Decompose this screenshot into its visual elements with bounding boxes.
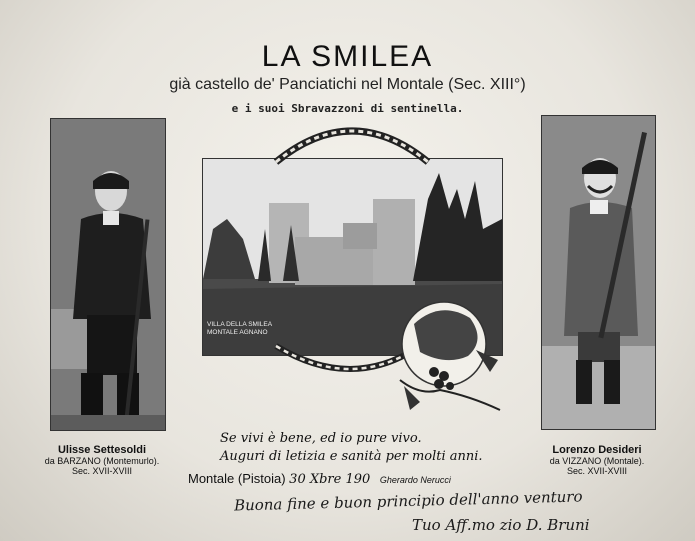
- motto-line-2: Auguri di letizia e sanità per molti anni.: [220, 449, 483, 464]
- castle-photo-caption: VILLA DELLA SMILEA MONTALE AGNANO: [207, 321, 272, 336]
- left-soldier-photo: [50, 118, 166, 431]
- handwritten-greeting: Buona fine e buon principio dell'anno venturo: [233, 487, 583, 515]
- handwritten-signoff: Tuo Aff.mo zio D. Bruni: [412, 516, 590, 534]
- right-figure-caption: [512, 444, 682, 476]
- page-subtitle: già castello de' Panciatichi nel Montale (Sec. XIII°): [169, 76, 526, 93]
- castle-photo: [202, 158, 503, 356]
- motto-line-1: Se vivi è bene, ed io pure vivo.: [220, 431, 422, 446]
- left-figure-caption: [22, 444, 182, 476]
- left-figure-century: Sec. XVII-XVIII: [71, 466, 133, 476]
- dateline-date: 30 Xbre 190: [289, 472, 371, 487]
- left-figure-name: Ulisse Settesoldi: [57, 444, 147, 456]
- right-figure-origin: da VIZZANO (Montale).: [549, 456, 645, 466]
- dateline: [188, 471, 451, 487]
- right-soldier-photo: [541, 115, 656, 430]
- page-subtitle-secondary: e i suoi Sbravazzoni di sentinella.: [231, 102, 464, 115]
- page-title: LA SMILEA: [261, 40, 434, 73]
- dateline-place: Montale (Pistoia): [188, 471, 286, 486]
- motto: [220, 430, 520, 466]
- right-figure-name: Lorenzo Desideri: [552, 444, 642, 456]
- dateline-signature: Gherardo Nerucci: [379, 475, 451, 485]
- left-figure-origin: da BARZANO (Montemurlo).: [44, 456, 160, 466]
- right-figure-century: Sec. XVII-XVIII: [566, 466, 628, 476]
